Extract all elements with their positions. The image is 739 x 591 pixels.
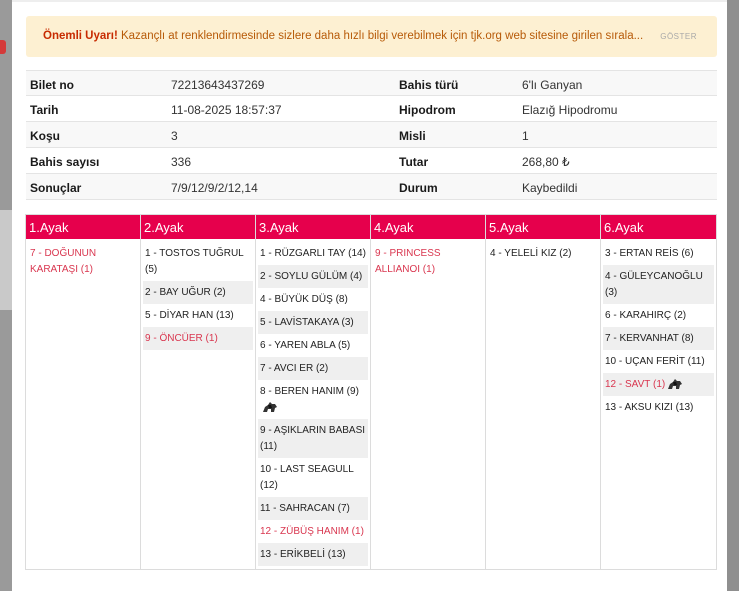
horse-name: 9 - PRINCESS ALLIANOI (1) [375, 248, 441, 275]
jockey-silk-icon [667, 378, 683, 390]
ticket-key-right: Tutar [399, 155, 429, 169]
horse-name: 1 - TOSTOS TUĞRUL (5) [145, 248, 244, 275]
ticket-key-left: Bahis sayısı [30, 155, 100, 169]
warning-message [43, 30, 643, 42]
warning-banner [26, 16, 717, 57]
leg-horse-list [601, 239, 716, 419]
horse-name: 4 - YELELİ KIZ (2) [490, 248, 572, 259]
winning-horse-item [28, 242, 138, 281]
ticket-value-left: 3 [171, 129, 178, 143]
horse-item [258, 380, 368, 419]
leg-horse-list [256, 239, 370, 566]
warning-label: Önemli Uyarı! [43, 30, 118, 42]
horse-name: 6 - YAREN ABLA (5) [260, 340, 351, 351]
horse-name: 12 - SAVT (1) [605, 379, 666, 390]
horse-item [603, 327, 714, 350]
ticket-value-left: 72213643437269 [171, 78, 265, 92]
ticket-key-right: Hipodrom [399, 103, 456, 117]
leg-column [601, 215, 716, 569]
ticket-key-right: Misli [399, 129, 426, 143]
leg-header: 1.Ayak [26, 215, 140, 239]
ticket-info-table [26, 70, 717, 200]
horse-item [143, 304, 253, 327]
leg-header: 3.Ayak [256, 215, 370, 239]
ticket-value-right: 1 [522, 129, 529, 143]
horse-name: 13 - ERİKBELİ (13) [260, 549, 346, 560]
ticket-value-left: 7/9/12/9/2/12,14 [171, 181, 258, 195]
horse-item [603, 396, 714, 419]
ticket-info-row [26, 148, 717, 174]
legs-table [25, 214, 717, 570]
ticket-key-left: Bilet no [30, 78, 74, 92]
ticket-info-row [26, 70, 717, 96]
ticket-value-left: 11-08-2025 18:57:37 [171, 103, 282, 117]
horse-item [258, 334, 368, 357]
horse-name: 7 - KERVANHAT (8) [605, 333, 694, 344]
ticket-value-right: 6'lı Ganyan [522, 78, 583, 92]
horse-name: 12 - ZÜBÜŞ HANIM (1) [260, 526, 364, 537]
leg-header: 5.Ayak [486, 215, 600, 239]
horse-name: 4 - BÜYÜK DÜŞ (8) [260, 294, 348, 305]
leg-column [486, 215, 601, 569]
card-top-border [12, 0, 727, 2]
warning-text: Kazançlı at renklendirmesinde sizlere daha hızlı bilgi verebilmek için tjk.org web sitesine girilen sırala... [120, 30, 644, 42]
horse-name: 8 - BEREN HANIM (9) [260, 386, 359, 397]
leg-header: 4.Ayak [371, 215, 485, 239]
ticket-info-row [26, 174, 717, 200]
horse-item [258, 311, 368, 334]
leg-column [141, 215, 256, 569]
horse-item [258, 242, 368, 265]
ticket-key-right: Durum [399, 181, 438, 195]
horse-item [488, 242, 598, 265]
horse-name: 3 - ERTAN REİS (6) [605, 248, 694, 259]
horse-item [143, 242, 253, 281]
horse-name: 9 - ÖNCÜER (1) [145, 333, 218, 344]
ticket-value-right: Kaybedildi [522, 181, 578, 195]
ticket-card [12, 0, 727, 591]
leg-horse-list [371, 239, 485, 281]
leg-column [371, 215, 486, 569]
ticket-key-left: Tarih [30, 103, 59, 117]
show-button[interactable]: GÖSTER [660, 32, 697, 41]
horse-item [258, 497, 368, 520]
background-red-mark [0, 40, 6, 54]
horse-name: 5 - LAVİSTAKAYA (3) [260, 317, 354, 328]
leg-header: 2.Ayak [141, 215, 255, 239]
winning-horse-item [373, 242, 483, 281]
horse-item [603, 350, 714, 373]
ticket-info-row [26, 122, 717, 148]
horse-name: 4 - GÜLEYCANOĞLU (3) [605, 271, 703, 298]
leg-header: 6.Ayak [601, 215, 716, 239]
leg-horse-list [26, 239, 140, 281]
leg-horse-list [486, 239, 600, 265]
ticket-value-left: 336 [171, 155, 192, 169]
horse-item [258, 288, 368, 311]
leg-column [26, 215, 141, 569]
ticket-value-right: 268,80 ₺ [522, 155, 570, 169]
horse-item [258, 458, 368, 497]
ticket-key-left: Koşu [30, 129, 60, 143]
winning-horse-item [603, 373, 714, 396]
horse-item [603, 304, 714, 327]
horse-name: 2 - SOYLU GÜLÜM (4) [260, 271, 363, 282]
winning-horse-item [143, 327, 253, 350]
horse-name: 2 - BAY UĞUR (2) [145, 287, 226, 298]
background-stamp [0, 210, 12, 310]
horse-item [603, 242, 714, 265]
horse-item [258, 265, 368, 288]
ticket-value-right: Elazığ Hipodromu [522, 103, 618, 117]
horse-item [258, 357, 368, 380]
horse-item [143, 281, 253, 304]
background-right [727, 0, 739, 591]
horse-name: 5 - DİYAR HAN (13) [145, 310, 234, 321]
horse-name: 6 - KARAHIRÇ (2) [605, 310, 687, 321]
horse-item [258, 543, 368, 566]
jockey-silk-icon [262, 401, 278, 413]
horse-item [603, 265, 714, 304]
horse-name: 9 - AŞIKLARIN BABASI (11) [260, 425, 366, 452]
horse-name: 13 - AKSU KIZI (13) [605, 402, 694, 413]
horse-name: 10 - LAST SEAGULL (12) [260, 464, 354, 491]
ticket-key-left: Sonuçlar [30, 181, 82, 195]
horse-name: 7 - DOĞUNUN KARATAŞI (1) [30, 248, 97, 275]
ticket-key-right: Bahis türü [399, 78, 459, 92]
winning-horse-item [258, 520, 368, 543]
horse-item [258, 419, 368, 458]
leg-column [256, 215, 371, 569]
horse-name: 1 - RÜZGARLI TAY (14) [260, 248, 366, 259]
horse-name: 7 - AVCI ER (2) [260, 363, 329, 374]
horse-name: 11 - SAHRACAN (7) [260, 503, 350, 514]
horse-name: 10 - UÇAN FERİT (11) [605, 356, 705, 367]
leg-horse-list [141, 239, 255, 350]
ticket-info-row [26, 96, 717, 122]
background-left [0, 0, 12, 591]
